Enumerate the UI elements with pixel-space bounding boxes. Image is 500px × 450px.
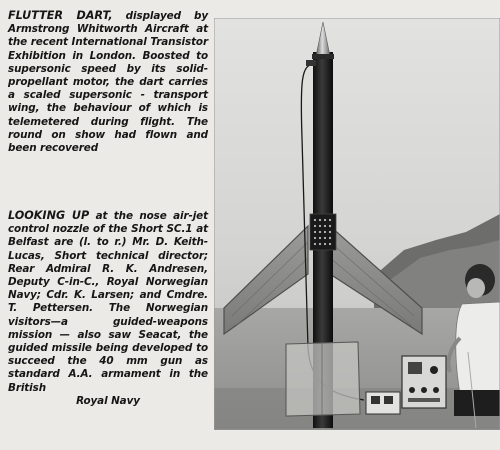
test-instrument-large [402, 356, 446, 408]
test-instrument-small [366, 392, 400, 414]
caption-body: at the nose air-jet control nozzle of the Short SC.1 at Belfast are (l. to r.) Mr. D. Keith-Lucas, Short technical director; Rear Admiral R. K. Andresen, Deputy C-in-C., Royal Norwegian Navy; Cdr. K. Larsen; and Cmdre. T. Pettersen. The Norwegian visitors—a guided-weapons mission — also saw Seacat, the guided missile being developed to succeed the 40 mm gun as standard A.A. armament in the British [8, 210, 208, 394]
telemetry-band [310, 214, 336, 250]
caption-last-line: Royal Navy [76, 394, 140, 407]
tail-fin [286, 342, 360, 416]
caption-lead: LOOKING UP [8, 209, 90, 222]
caption-body: displayed by Armstrong Whitworth Aircraft at the recent International Transistor Exhibition in London. Boosted to supersonic speed by its solid-propellant motor, the dart carries a scaled supersonic - transport wing, the behaviour of which is telemetered during flight. The round on show had flown and been recovered [8, 10, 208, 155]
caption-lead: FLUTTER DART, [8, 9, 113, 22]
rocket-photo [214, 18, 500, 430]
caption-looking-up [8, 209, 208, 408]
caption-flutter-dart [8, 9, 208, 155]
